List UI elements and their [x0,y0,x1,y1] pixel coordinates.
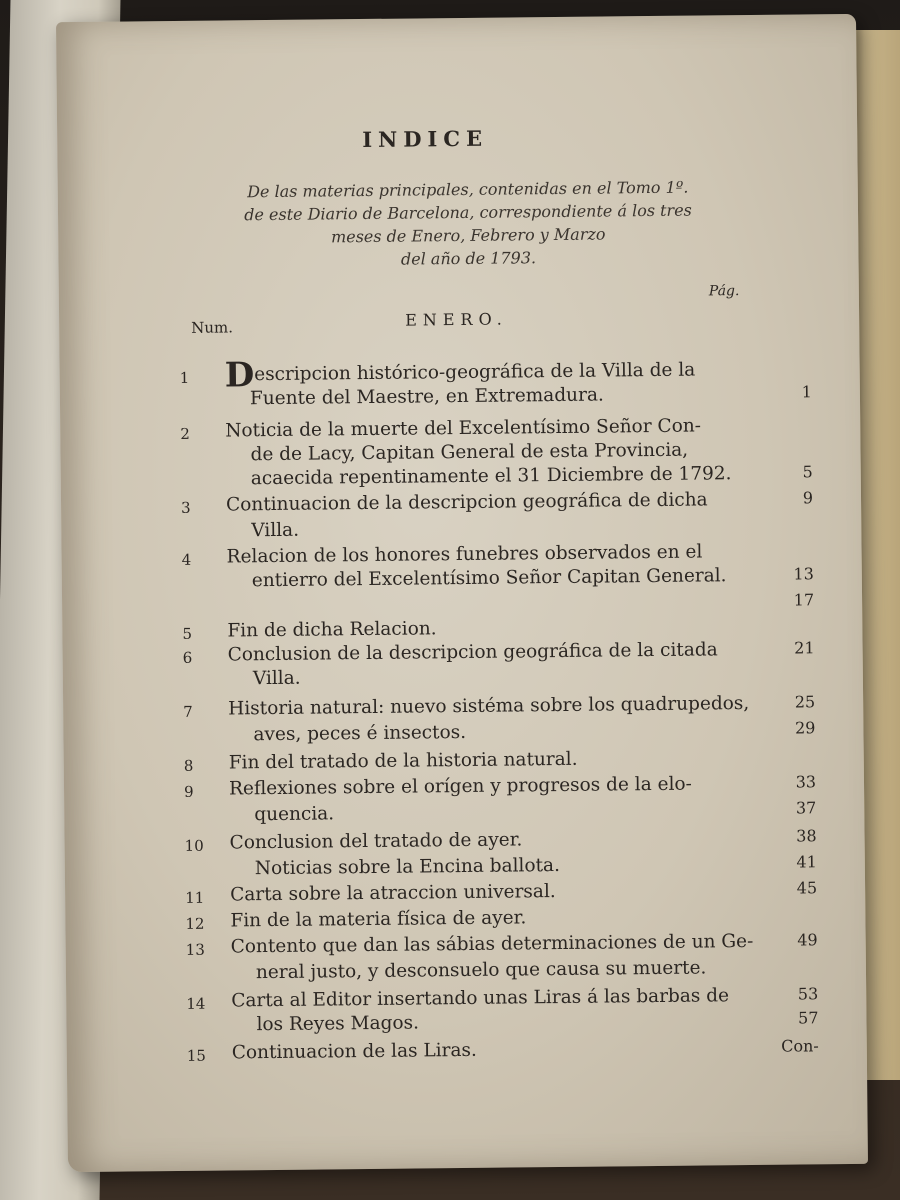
month-heading: ENERO. [405,309,508,330]
entry-number: 1 [179,368,190,387]
entry-number: 4 [181,550,192,569]
entry-text: Continuacion de las Liras. [231,1039,477,1064]
entry-number: 11 [185,888,205,907]
entry-text: Reflexiones sobre el orígen y progresos de la elo- [228,773,692,800]
entry-number: 5 [182,624,193,643]
entry-text: los Reyes Magos. [256,1012,420,1036]
entry-page-number: 21 [794,638,815,658]
entry-page-number: 49 [797,930,818,950]
entry-number: 15 [186,1046,207,1065]
index-page [56,14,868,1172]
entry-page-number: 37 [795,798,817,818]
entry-text: acaecida repentinamente el 31 Diciembre de 1792. [250,463,732,490]
entry-text: Descripcion histórico-geográfica de la Villa de la [224,355,696,396]
entry-text: Continuacion de la descripcion geográfica de dicha [225,489,708,516]
entry-text: Carta al Editor insertando unas Liras á las barbas de [231,985,730,1012]
entry-page-number: 25 [794,692,816,712]
entry-page-number: 45 [796,878,818,898]
entry-text: Fin del tratado de la historia natural. [228,748,578,774]
entry-text: Historia natural: nuevo sistéma sobre los quadrupedos, [228,692,750,720]
entry-text: Fuente del Maestre, en Extremadura. [249,384,604,410]
entry-text: Noticia de la muerte del Excelentísimo Señor Con- [225,415,702,442]
entry-number: 8 [183,756,194,775]
entry-page-number: 29 [794,718,816,738]
entry-text: aves, peces é insectos. [253,721,467,746]
page-subtitle [178,175,759,273]
entry-page-number: Con- [781,1036,819,1056]
entry-number: 10 [184,836,204,855]
entry-number: 12 [185,914,205,933]
index-entry-line [183,662,803,694]
entry-text: Carta sobre la atraccion universal. [230,881,556,906]
entry-number: 6 [182,648,193,667]
entry-page-number: 17 [793,590,815,610]
entry-number: 7 [183,702,193,721]
index-entry-line [184,798,817,830]
entry-text: Villa. [252,667,301,690]
entry-number: 2 [180,424,190,443]
entry-text: quencia. [254,803,335,826]
index-entry-line [180,382,813,414]
page-title: INDICE [362,125,489,153]
entry-text: Fin de dicha Relacion. [227,618,437,642]
page-column-label: Pág. [708,283,740,300]
entry-text: Noticias sobre la Encina ballota. [254,854,561,880]
index-entry-line [183,718,816,750]
entry-text: de de Lacy, Capitan General de esta Provincia, [250,439,689,466]
subtitle-line: De las materias principales, contenidas en el Tomo 1º. [247,177,689,202]
entry-number: 13 [185,940,205,959]
entry-text: neral justo, y desconsuelo que causa su muerte. [255,957,707,984]
entry-page-number: 53 [797,984,819,1004]
subtitle-line: meses de Enero, Febrero y Marzo [330,224,606,247]
entry-page-number: 57 [798,1008,819,1028]
entry-page-number: 33 [795,772,817,792]
index-entry-line [186,1008,819,1040]
entry-number: 9 [183,782,194,801]
drop-cap-letter: D [224,355,255,396]
entry-page-number: 5 [802,462,813,482]
entry-text: Villa. [251,519,300,542]
entry-page-number: 1 [801,382,813,402]
entry-text: Conclusion del tratado de ayer. [229,829,523,854]
subtitle-line: de este Diario de Barcelona, correspondiente á los tres [244,200,692,225]
entry-page-number: 13 [793,564,814,584]
index-entry-line [186,956,806,988]
entry-text: entierro del Excelentísimo Señor Capitan General. [251,565,727,592]
entry-page-number: 38 [796,826,817,846]
entry-text: Relacion de los honores funebres observados en el [226,541,703,568]
index-entries [179,344,819,1065]
entry-number: 3 [180,498,191,517]
entry-page-number: 41 [796,852,817,872]
entry-text: Conclusion de la descripcion geográfica de la citada [227,639,718,666]
index-entry-line [186,1036,819,1068]
entry-number: 14 [186,994,206,1013]
subtitle-line: del año de 1793. [400,248,537,269]
number-column-label: Num. [191,318,234,337]
entry-text: Contento que dan las sábias determinaciones de un Ge- [230,930,754,958]
entry-page-number: 9 [802,488,814,508]
entry-text: Fin de la materia física de ayer. [230,907,527,932]
